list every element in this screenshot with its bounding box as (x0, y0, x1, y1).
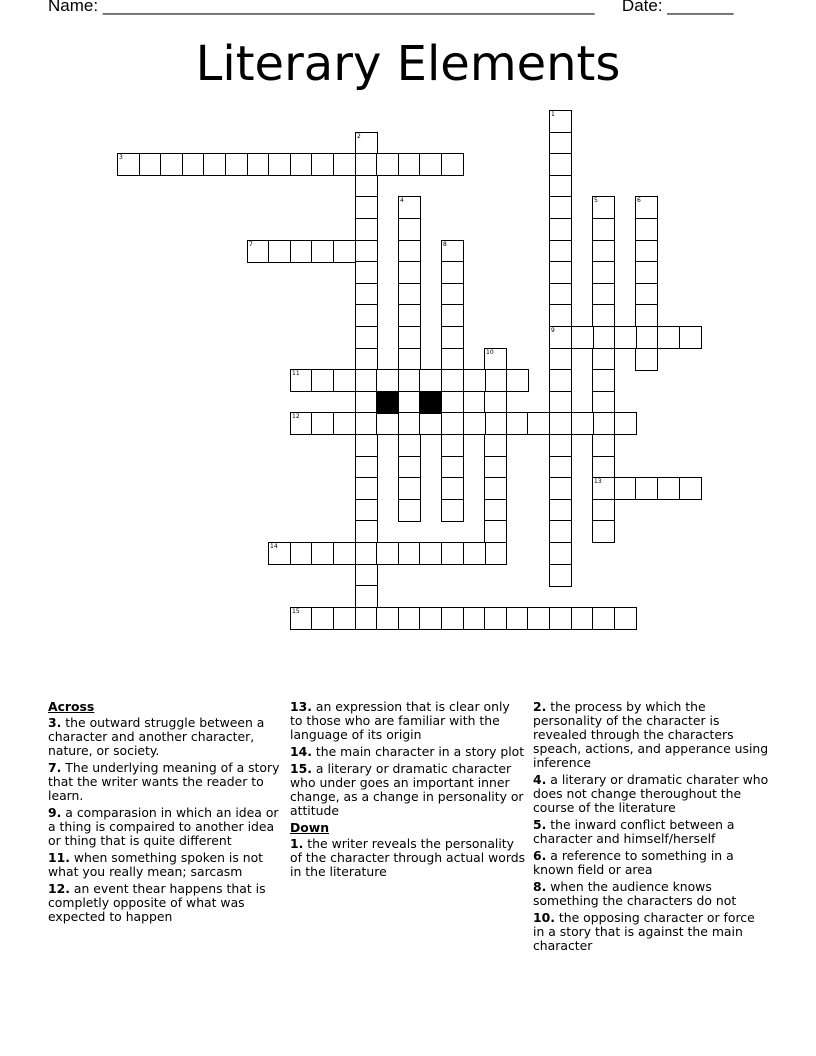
crossword-cell[interactable] (376, 542, 399, 565)
crossword-cell[interactable] (225, 153, 248, 176)
clue-text: The underlying meaning of a story that the writer wants the reader to learn. (48, 760, 280, 803)
crossword-cell[interactable] (592, 412, 615, 435)
crossword-cell[interactable] (549, 348, 572, 371)
clue-down-6 (533, 849, 769, 877)
crossword-cell[interactable] (398, 412, 421, 435)
crossword-cell[interactable] (592, 218, 615, 241)
crossword-cell[interactable] (290, 412, 313, 435)
crossword-cell[interactable] (571, 412, 594, 435)
crossword-cell[interactable] (268, 542, 291, 565)
crossword-cell[interactable] (484, 434, 507, 457)
crossword-cell[interactable] (484, 520, 507, 543)
clue-across-12 (48, 882, 282, 924)
clue-text: the writer reveals the personality of the character through actual words in the literature (290, 836, 526, 879)
crossword-cell[interactable] (484, 499, 507, 522)
crossword-cell[interactable] (614, 326, 637, 349)
crossword-cell[interactable] (311, 240, 334, 263)
crossword-cell[interactable] (398, 326, 421, 349)
crossword-cell[interactable] (484, 412, 507, 435)
crossword-cell[interactable] (441, 499, 464, 522)
crossword-cell[interactable] (139, 153, 162, 176)
down-heading: Down (290, 820, 330, 835)
crossword-cell[interactable] (355, 412, 378, 435)
clue-number-label: 13 (594, 478, 602, 485)
crossword-cell[interactable] (355, 240, 378, 263)
crossword-cell[interactable] (290, 240, 313, 263)
crossword-cell[interactable] (592, 326, 615, 349)
crossword-cell[interactable] (635, 283, 658, 306)
crossword-cell[interactable] (355, 153, 378, 176)
clue-text: the opposing character or force in a story that is against the main character (533, 910, 755, 953)
clue-text: an expression that is clear only to those who are familiar with the language of its origin (290, 699, 510, 742)
crossword-cell[interactable] (441, 477, 464, 500)
crossword-cell[interactable] (355, 564, 378, 587)
crossword-cell[interactable] (441, 369, 464, 392)
crossword-cell[interactable] (355, 326, 378, 349)
crossword-cell[interactable] (398, 456, 421, 479)
clue-text: a reference to something in a known field or area (533, 848, 734, 877)
crossword-cell[interactable] (549, 564, 572, 587)
crossword-cell[interactable] (376, 369, 399, 392)
crossword-cell[interactable] (398, 499, 421, 522)
crossword-cell[interactable] (592, 348, 615, 371)
clue-down-2 (533, 700, 769, 770)
name-label: Name: (48, 0, 99, 15)
crossword-cell[interactable] (592, 477, 615, 500)
crossword-cell[interactable] (484, 542, 507, 565)
crossword-cell[interactable] (549, 542, 572, 565)
crossword-cell[interactable] (592, 261, 615, 284)
clue-text: the inward conflict between a character and himself/herself (533, 817, 735, 846)
clue-text: the outward struggle between a character and another character, nature, or society. (48, 715, 265, 758)
crossword-cell[interactable] (484, 369, 507, 392)
crossword-cell[interactable] (441, 261, 464, 284)
clue-number: 8. (533, 879, 547, 894)
crossword-cell[interactable] (355, 607, 378, 630)
clue-number: 2. (533, 699, 547, 714)
clue-number-label: 1 (551, 111, 555, 118)
crossword-cell[interactable] (592, 369, 615, 392)
crossword-cell[interactable] (679, 326, 702, 349)
crossword-cell[interactable] (484, 348, 507, 371)
clue-number: 6. (533, 848, 547, 863)
crossword-cell[interactable] (484, 607, 507, 630)
crossword-cell[interactable] (398, 240, 421, 263)
clues-column-1 (48, 700, 282, 927)
clue-number: 14. (290, 744, 312, 759)
crossword-cell[interactable] (463, 607, 486, 630)
clue-number-label: 15 (292, 608, 300, 615)
clue-across-14 (290, 745, 526, 759)
crossword-cell[interactable] (398, 196, 421, 219)
date-blank[interactable]: _______ (667, 0, 734, 15)
crossword-cell[interactable] (182, 153, 205, 176)
clue-number: 4. (533, 772, 547, 787)
crossword-cell[interactable] (549, 456, 572, 479)
crossword-cell[interactable] (398, 434, 421, 457)
crossword-cell[interactable] (484, 456, 507, 479)
crossword-cell[interactable] (549, 110, 572, 133)
crossword-cell[interactable] (376, 412, 399, 435)
crossword-cell[interactable] (311, 369, 334, 392)
crossword-cell[interactable] (441, 283, 464, 306)
crossword-cell[interactable] (549, 132, 572, 155)
clue-text: a literary or dramatic character who under goes an important inner change, as a change in personality or attitude (290, 761, 524, 818)
crossword-cell[interactable] (506, 412, 529, 435)
black-cell (419, 391, 442, 414)
crossword-cell[interactable] (549, 218, 572, 241)
crossword-cell[interactable] (549, 520, 572, 543)
crossword-cell[interactable] (355, 175, 378, 198)
clue-down-5 (533, 818, 769, 846)
crossword-cell[interactable] (549, 499, 572, 522)
crossword-cell[interactable] (355, 261, 378, 284)
crossword-cell[interactable] (355, 520, 378, 543)
crossword-cell[interactable] (484, 477, 507, 500)
crossword-cell[interactable] (635, 304, 658, 327)
crossword-cell[interactable] (398, 391, 421, 414)
crossword-cell[interactable] (549, 391, 572, 414)
name-blank[interactable]: ____________________________________________________ (102, 0, 595, 15)
clue-number: 7. (48, 760, 62, 775)
crossword-cell[interactable] (419, 369, 442, 392)
crossword-cell[interactable] (657, 477, 680, 500)
crossword-cell[interactable] (549, 412, 572, 435)
clue-number: 9. (48, 805, 62, 820)
crossword-cell[interactable] (355, 369, 378, 392)
crossword-cell[interactable] (398, 153, 421, 176)
crossword-cell[interactable] (463, 542, 486, 565)
crossword-cell[interactable] (355, 499, 378, 522)
crossword-cell[interactable] (441, 304, 464, 327)
crossword-cell[interactable] (419, 607, 442, 630)
crossword-cell[interactable] (635, 348, 658, 371)
crossword-cell[interactable] (484, 391, 507, 414)
clue-across-11 (48, 851, 282, 879)
crossword-cell[interactable] (549, 240, 572, 263)
crossword-cell[interactable] (549, 369, 572, 392)
crossword-cell[interactable] (441, 153, 464, 176)
crossword-cell[interactable] (441, 240, 464, 263)
clue-number: 11. (48, 850, 70, 865)
crossword-cell[interactable] (268, 240, 291, 263)
crossword-cell[interactable] (441, 391, 464, 414)
crossword-cell[interactable] (571, 326, 594, 349)
crossword-cell[interactable] (398, 218, 421, 241)
crossword-cell[interactable] (117, 153, 140, 176)
crossword-cell[interactable] (592, 240, 615, 263)
crossword-cell[interactable] (355, 348, 378, 371)
crossword-cell[interactable] (635, 261, 658, 284)
crossword-cell[interactable] (376, 607, 399, 630)
date-label: Date: (621, 0, 663, 15)
clue-number: 13. (290, 699, 312, 714)
clue-across-9 (48, 806, 282, 848)
crossword-cell[interactable] (311, 542, 334, 565)
crossword-cell[interactable] (635, 477, 658, 500)
crossword-cell[interactable] (549, 434, 572, 457)
clue-text: a literary or dramatic charater who does not change theroughout the course of the literature (533, 772, 769, 815)
crossword-cell[interactable] (290, 153, 313, 176)
crossword-cell[interactable] (441, 412, 464, 435)
crossword-cell[interactable] (355, 477, 378, 500)
clue-text: a comparasion in which an idea or a thing is compaired to another idea or thing that is quite different (48, 805, 279, 848)
crossword-cell[interactable] (355, 391, 378, 414)
crossword-cell[interactable] (549, 175, 572, 198)
clue-number: 15. (290, 761, 312, 776)
clue-text: when something spoken is not what you really mean; sarcasm (48, 850, 264, 879)
clues-column-2 (290, 700, 526, 882)
clue-across-3 (48, 716, 282, 758)
crossword-cell[interactable] (290, 542, 313, 565)
clue-text: an event thear happens that is completly opposite of what was expected to happen (48, 881, 266, 924)
crossword-cell[interactable] (527, 607, 550, 630)
crossword-cell[interactable] (247, 153, 270, 176)
clue-down-4 (533, 773, 769, 815)
crossword-cell[interactable] (268, 153, 291, 176)
crossword-cell[interactable] (463, 369, 486, 392)
crossword-cell[interactable] (614, 607, 637, 630)
black-cell (376, 391, 399, 414)
crossword-cell[interactable] (290, 607, 313, 630)
crossword-cell[interactable] (376, 153, 399, 176)
crossword-cell[interactable] (592, 456, 615, 479)
crossword-cell[interactable] (333, 412, 356, 435)
clue-down-8 (533, 880, 769, 908)
crossword-cell[interactable] (592, 391, 615, 414)
clue-across-15 (290, 762, 526, 818)
crossword-cell[interactable] (311, 607, 334, 630)
crossword-cell[interactable] (441, 456, 464, 479)
crossword-cell[interactable] (441, 434, 464, 457)
crossword-cell[interactable] (679, 477, 702, 500)
crossword-cell[interactable] (333, 369, 356, 392)
crossword-cell[interactable] (398, 369, 421, 392)
crossword-cell[interactable] (635, 218, 658, 241)
crossword-cell[interactable] (355, 542, 378, 565)
clues-column-3 (533, 700, 769, 956)
crossword-cell[interactable] (311, 153, 334, 176)
crossword-cell[interactable] (398, 304, 421, 327)
crossword-cell[interactable] (355, 456, 378, 479)
crossword-cell[interactable] (355, 585, 378, 608)
crossword-cell[interactable] (592, 499, 615, 522)
clue-number-label: 2 (357, 133, 361, 140)
crossword-cell[interactable] (333, 607, 356, 630)
crossword-cell[interactable] (398, 542, 421, 565)
crossword-cell[interactable] (355, 304, 378, 327)
clue-across-7 (48, 761, 282, 803)
crossword-cell[interactable] (311, 412, 334, 435)
crossword-cell[interactable] (398, 607, 421, 630)
clue-text: the main character in a story plot (315, 744, 525, 759)
crossword-cell[interactable] (355, 434, 378, 457)
crossword-cell[interactable] (527, 412, 550, 435)
crossword-cell[interactable] (333, 240, 356, 263)
crossword-cell[interactable] (398, 477, 421, 500)
crossword-cell[interactable] (592, 520, 615, 543)
clue-number-label: 6 (637, 197, 641, 204)
crossword-cell[interactable] (203, 153, 226, 176)
crossword-cell[interactable] (592, 434, 615, 457)
across-heading: Across (48, 699, 95, 714)
page-title: Literary Elements (195, 36, 621, 92)
crossword-cell[interactable] (398, 348, 421, 371)
crossword-cell[interactable] (657, 326, 680, 349)
clue-number: 12. (48, 881, 70, 896)
crossword-cell[interactable] (614, 412, 637, 435)
crossword-cell[interactable] (549, 196, 572, 219)
crossword-cell[interactable] (635, 240, 658, 263)
crossword-cell[interactable] (355, 218, 378, 241)
crossword-cell[interactable] (592, 283, 615, 306)
clue-text: when the audience knows something the characters do not (533, 879, 737, 908)
crossword-cell[interactable] (571, 607, 594, 630)
crossword-cell[interactable] (441, 542, 464, 565)
crossword-cell[interactable] (549, 153, 572, 176)
crossword-cell[interactable] (635, 196, 658, 219)
crossword-cell[interactable] (419, 153, 442, 176)
crossword-cell[interactable] (549, 477, 572, 500)
clue-down-1 (290, 837, 526, 879)
crossword-cell[interactable] (398, 261, 421, 284)
crossword-cell[interactable] (549, 607, 572, 630)
crossword-cell[interactable] (506, 369, 529, 392)
crossword-cell[interactable] (635, 326, 658, 349)
clue-number-label: 12 (292, 413, 300, 420)
crossword-cell[interactable] (592, 196, 615, 219)
crossword-cell[interactable] (614, 477, 637, 500)
crossword-cell[interactable] (355, 132, 378, 155)
clue-number-label: 14 (270, 543, 278, 550)
clue-number-label: 4 (400, 197, 404, 204)
crossword-cell[interactable] (333, 542, 356, 565)
clue-number: 3. (48, 715, 62, 730)
clue-number-label: 8 (443, 241, 447, 248)
clue-number-label: 7 (249, 241, 253, 248)
crossword-cell[interactable] (506, 607, 529, 630)
crossword-cell[interactable] (398, 283, 421, 306)
clue-down-10 (533, 911, 769, 953)
clue-number: 5. (533, 817, 547, 832)
crossword-cell[interactable] (549, 326, 572, 349)
crossword-cell[interactable] (592, 607, 615, 630)
crossword-cell[interactable] (549, 261, 572, 284)
clue-across-13 (290, 700, 526, 742)
crossword-cell[interactable] (549, 304, 572, 327)
clue-number: 1. (290, 836, 304, 851)
crossword-cell[interactable] (247, 240, 270, 263)
crossword-cell[interactable] (333, 153, 356, 176)
crossword-cell[interactable] (355, 196, 378, 219)
crossword-cell[interactable] (419, 542, 442, 565)
clue-number-label: 11 (292, 370, 300, 377)
crossword-cell[interactable] (160, 153, 183, 176)
clue-number-label: 10 (486, 349, 494, 356)
clue-number-label: 3 (119, 154, 123, 161)
crossword-cell[interactable] (549, 283, 572, 306)
crossword-cell[interactable] (419, 412, 442, 435)
crossword-cell[interactable] (463, 412, 486, 435)
clue-number-label: 5 (594, 197, 598, 204)
crossword-cell[interactable] (290, 369, 313, 392)
crossword-cell[interactable] (441, 326, 464, 349)
clue-number: 10. (533, 910, 555, 925)
crossword-cell[interactable] (441, 607, 464, 630)
crossword-cell[interactable] (441, 348, 464, 371)
crossword-cell[interactable] (355, 283, 378, 306)
clue-number-label: 9 (551, 327, 555, 334)
clue-text: the process by which the personality of the character is revealed through the characters speach, actions, and apperance using inference (533, 699, 769, 770)
crossword-cell[interactable] (592, 304, 615, 327)
